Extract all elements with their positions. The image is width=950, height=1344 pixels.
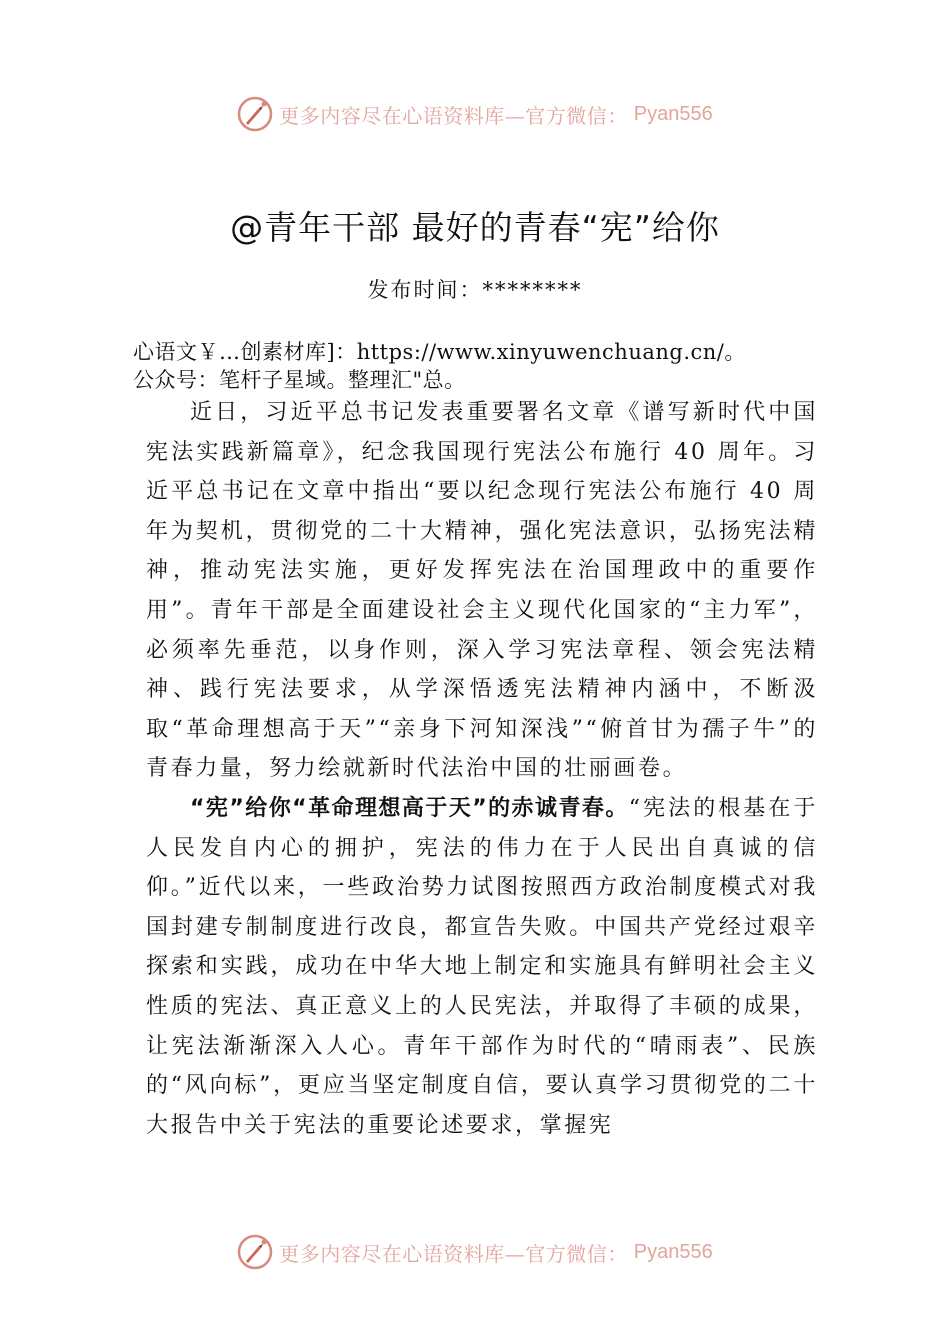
paragraph-2-heading: “宪”给你“革命理想高于天”的赤诚青春。 <box>190 795 629 821</box>
watermark-banner-top <box>0 94 950 134</box>
watermark-text: 更多内容尽在心语资料库—官方微信： <box>279 103 628 128</box>
paragraph-1: 近日，习近平总书记发表重要署名文章《谱写新时代中国宪法实践新篇章》，纪念我国现行宪法公布施行 40 周年。习近平总书记在文章中指出“要以纪念现行宪法公布施行 40 周年为契机，贯彻党的二十大精神，强化宪法意识，弘扬宪法精神，推动宪法实施，更好发挥宪法在治国理政中的重要作用”。青年干部是全面建设社会主义现代化国家的“主力军”，必须率先垂范，以身作则，深入学习宪法章程、领会宪法精神、践行宪法要求，从学深悟透宪法精神内涵中，不断汲取“革命理想高于天”“亲身下河知深浅”“俯首甘为孺子牛”的青春力量，努力绘就新时代法治中国的壮丽画卷。 <box>146 400 818 782</box>
paragraph-2-body: “宪法的根基在于人民发自内心的拥护，宪法的伟力在于人民出自真诚的信仰。”近代以来，一些政治势力试图按照西方政治制度模式对我国封建专制制度进行改良，都宣告失败。中国共产党经过艰辛探索和实践，成功在中华大地上制定和实施具有鲜明社会主义性质的宪法、真正意义上的人民宪法，并取得了丰硕的成果，让宪法渐渐深入人心。青年干部作为时代的“晴雨表”、民族的“风向标”，更应当坚定制度自信，要认真学习贯彻党的二十大报告中关于宪法的重要论述要求，掌握宪 <box>146 795 818 1138</box>
publish-time: 发布时间：******** <box>367 278 583 302</box>
pen-logo-icon <box>237 96 273 132</box>
source-line-2: 公众号：笔杆子星域。整理汇"总。 <box>133 368 466 392</box>
paragraph-2 <box>146 789 818 1145</box>
watermark-banner-bottom <box>0 1232 950 1272</box>
article-body <box>146 393 818 1145</box>
article-title: @青年干部 最好的青春“宪”给你 <box>230 208 720 247</box>
watermark-text: 更多内容尽在心语资料库—官方微信： <box>279 1241 628 1266</box>
watermark-wechat-id: Pyan556 <box>633 102 713 125</box>
source-line-1: 心语文￥…创素材库]：https://www.xinyuwenchuang.cn/。 <box>133 340 746 364</box>
pen-logo-icon <box>237 1234 273 1270</box>
watermark-wechat-id: Pyan556 <box>633 1240 713 1263</box>
source-note <box>133 338 833 394</box>
